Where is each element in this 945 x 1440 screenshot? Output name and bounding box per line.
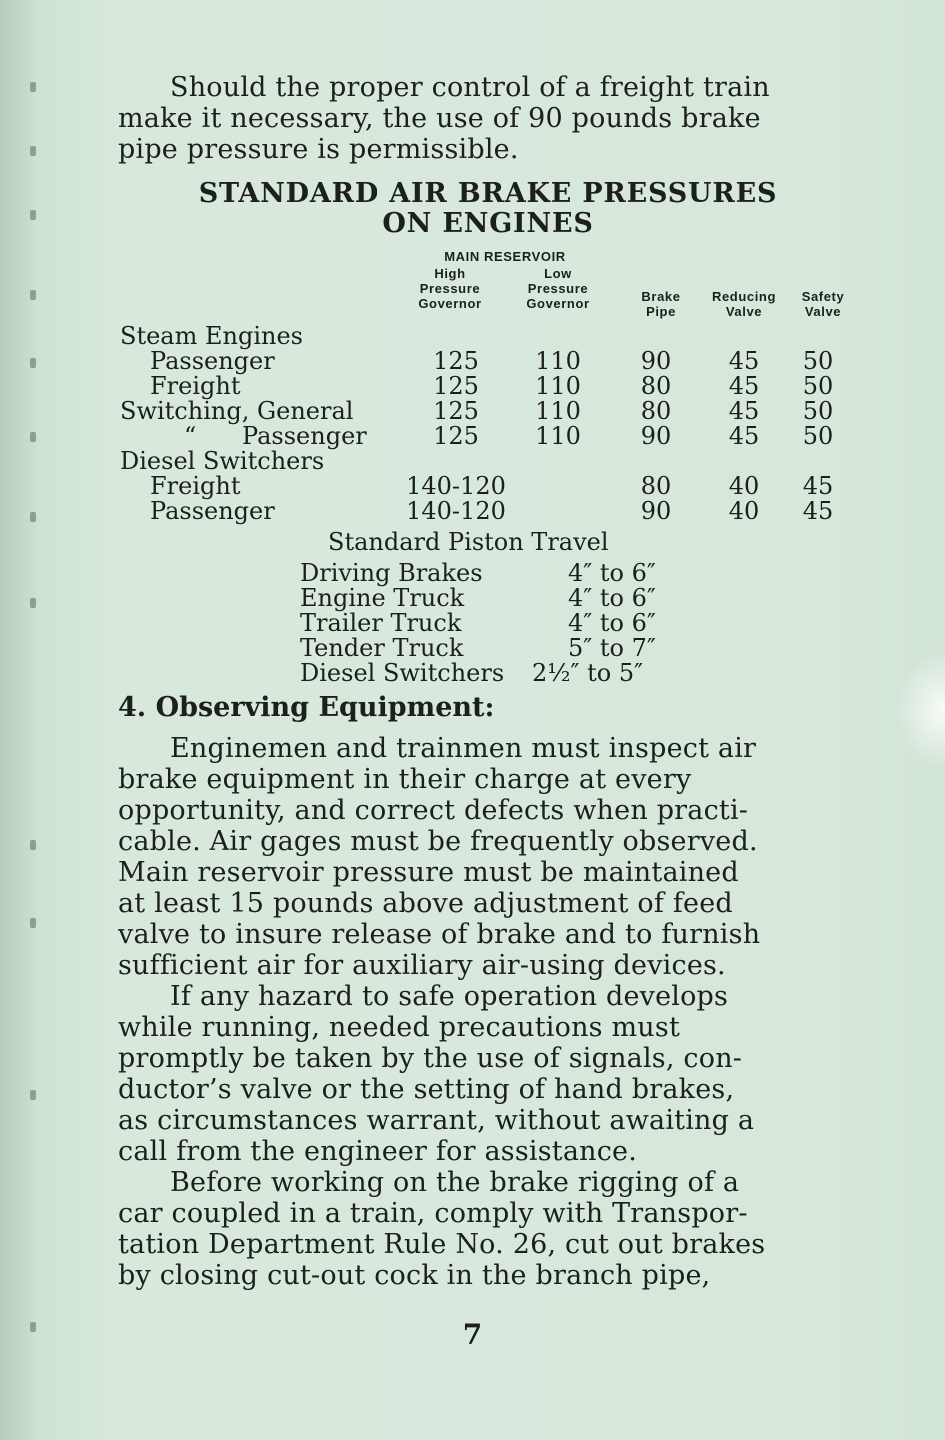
binding-mark bbox=[30, 290, 36, 300]
safety-valve-value: 50 bbox=[802, 372, 834, 400]
piston-value: 4″ to 6″ bbox=[568, 584, 656, 612]
piston-label: Tender Truck bbox=[300, 634, 464, 662]
page-number: 7 bbox=[462, 1318, 483, 1351]
intro-paragraph bbox=[118, 72, 858, 165]
header-line: Pressure bbox=[419, 281, 481, 296]
text-line: while running, needed precautions must bbox=[118, 1012, 680, 1043]
piston-label: Engine Truck bbox=[300, 584, 465, 612]
row-label: Passenger bbox=[150, 347, 275, 375]
text-line: brake equipment in their charge at every bbox=[118, 764, 692, 795]
row-label: Steam Engines bbox=[120, 322, 303, 350]
text-line: sufficient air for auxiliary air-using devices. bbox=[118, 950, 726, 981]
text-line: pipe pressure is permissible. bbox=[118, 134, 519, 165]
piston-value: 4″ to 6″ bbox=[568, 559, 656, 587]
low-pressure-value: 110 bbox=[535, 422, 581, 450]
text-line: Before working on the brake rigging of a bbox=[170, 1167, 740, 1198]
piston-travel-title: Standard Piston Travel bbox=[328, 528, 609, 556]
text-line: ductor’s valve or the setting of hand brakes, bbox=[118, 1074, 735, 1105]
header-line: Reducing bbox=[711, 289, 777, 304]
header-line: Governor bbox=[418, 296, 482, 311]
text-line: opportunity, and correct defects when practi- bbox=[118, 795, 749, 826]
piston-travel-item bbox=[300, 636, 700, 661]
header-line: Valve bbox=[725, 304, 763, 319]
section-heading: 4. Observing Equipment: bbox=[118, 692, 495, 723]
brake-pipe-value: 90 bbox=[640, 422, 672, 450]
high-pressure-governor-header bbox=[404, 266, 496, 311]
piston-value: 4″ to 6″ bbox=[568, 609, 656, 637]
high-pressure-value: 140-120 bbox=[406, 472, 506, 500]
high-pressure-value: 125 bbox=[433, 347, 479, 375]
low-pressure-value: 110 bbox=[535, 372, 581, 400]
table-row bbox=[0, 448, 945, 474]
piston-travel-item bbox=[300, 586, 700, 611]
text-line: cable. Air gages must be frequently observed. bbox=[118, 826, 758, 857]
reducing-valve-value: 40 bbox=[728, 497, 760, 525]
high-pressure-value: 125 bbox=[433, 372, 479, 400]
header-line: Brake bbox=[641, 289, 681, 304]
table-row bbox=[0, 373, 945, 399]
reducing-valve-value: 40 bbox=[728, 472, 760, 500]
header-line: High bbox=[434, 266, 466, 281]
text-line: as circumstances warrant, without awaiting a bbox=[118, 1105, 755, 1136]
text-line: tation Department Rule No. 26, cut out brakes bbox=[118, 1229, 766, 1260]
text-line: at least 15 pounds above adjustment of feed bbox=[118, 888, 733, 919]
table-title-line-1: STANDARD AIR BRAKE PRESSURES bbox=[198, 178, 778, 209]
binding-mark bbox=[30, 82, 36, 92]
text-line: Enginemen and trainmen must inspect air bbox=[170, 733, 757, 764]
safety-valve-value: 45 bbox=[802, 497, 834, 525]
reducing-valve-header bbox=[698, 289, 790, 319]
row-label: Passenger bbox=[150, 497, 275, 525]
piston-value: 2½″ to 5″ bbox=[532, 659, 644, 687]
text-line: If any hazard to safe operation develops bbox=[170, 981, 729, 1012]
page-glare bbox=[895, 650, 945, 770]
row-label: Freight bbox=[150, 372, 241, 400]
text-line: Should the proper control of a freight train bbox=[170, 72, 770, 103]
piston-travel-item bbox=[300, 611, 700, 636]
reducing-valve-value: 45 bbox=[728, 372, 760, 400]
table-row bbox=[0, 348, 945, 374]
binding-mark bbox=[30, 210, 36, 220]
brake-pipe-value: 80 bbox=[640, 397, 672, 425]
text-line: Main reservoir pressure must be maintained bbox=[118, 857, 739, 888]
binding-mark bbox=[30, 918, 36, 928]
text-line: promptly be taken by the use of signals, con- bbox=[118, 1043, 743, 1074]
piston-label: Diesel Switchers bbox=[300, 659, 505, 687]
brake-pipe-value: 80 bbox=[640, 472, 672, 500]
row-label: Switching, General bbox=[120, 397, 354, 425]
reducing-valve-value: 45 bbox=[728, 347, 760, 375]
binding-mark bbox=[30, 840, 36, 850]
brake-pipe-value: 90 bbox=[640, 497, 672, 525]
safety-valve-value: 50 bbox=[802, 422, 834, 450]
table-row bbox=[0, 323, 945, 349]
high-pressure-value: 125 bbox=[433, 397, 479, 425]
text-line: valve to insure release of brake and to furnish bbox=[118, 919, 761, 950]
text-line: call from the engineer for assistance. bbox=[118, 1136, 637, 1167]
text-line: make it necessary, the use of 90 pounds brake bbox=[118, 103, 761, 134]
table-row bbox=[0, 498, 945, 524]
main-reservoir-header: MAIN RESERVOIR bbox=[444, 249, 566, 264]
text-line: by closing cut-out cock in the branch pipe, bbox=[118, 1260, 711, 1291]
safety-valve-header bbox=[790, 289, 856, 319]
piston-label: Driving Brakes bbox=[300, 559, 483, 587]
brake-pipe-value: 80 bbox=[640, 372, 672, 400]
piston-travel-item bbox=[300, 661, 700, 686]
header-line: Pressure bbox=[527, 281, 589, 296]
header-line: Safety bbox=[801, 289, 845, 304]
brake-pipe-header bbox=[626, 289, 696, 319]
low-pressure-value: 110 bbox=[535, 397, 581, 425]
binding-mark bbox=[30, 146, 36, 156]
table-title-line-2: ON ENGINES bbox=[382, 208, 594, 239]
safety-valve-value: 50 bbox=[802, 347, 834, 375]
text-line: car coupled in a train, comply with Transpor- bbox=[118, 1198, 748, 1229]
safety-valve-value: 45 bbox=[802, 472, 834, 500]
piston-travel-item bbox=[300, 561, 700, 586]
safety-valve-value: 50 bbox=[802, 397, 834, 425]
low-pressure-value: 110 bbox=[535, 347, 581, 375]
reducing-valve-value: 45 bbox=[728, 397, 760, 425]
row-label: Diesel Switchers bbox=[120, 447, 325, 475]
binding-mark bbox=[30, 598, 36, 608]
body-text bbox=[118, 733, 858, 1291]
header-line: Low bbox=[544, 266, 572, 281]
row-label: Freight bbox=[150, 472, 241, 500]
header-line: Governor bbox=[526, 296, 590, 311]
table-row bbox=[0, 423, 945, 449]
table-row bbox=[0, 398, 945, 424]
header-line: Valve bbox=[804, 304, 842, 319]
brake-pipe-value: 90 bbox=[640, 347, 672, 375]
table-row bbox=[0, 473, 945, 499]
low-pressure-governor-header bbox=[512, 266, 604, 311]
reducing-valve-value: 45 bbox=[728, 422, 760, 450]
row-label: “ Passenger bbox=[184, 422, 367, 450]
header-line: Pipe bbox=[646, 304, 676, 319]
piston-label: Trailer Truck bbox=[300, 609, 462, 637]
high-pressure-value: 140-120 bbox=[406, 497, 506, 525]
high-pressure-value: 125 bbox=[433, 422, 479, 450]
binding-mark bbox=[30, 1090, 36, 1100]
piston-value: 5″ to 7″ bbox=[568, 634, 656, 662]
